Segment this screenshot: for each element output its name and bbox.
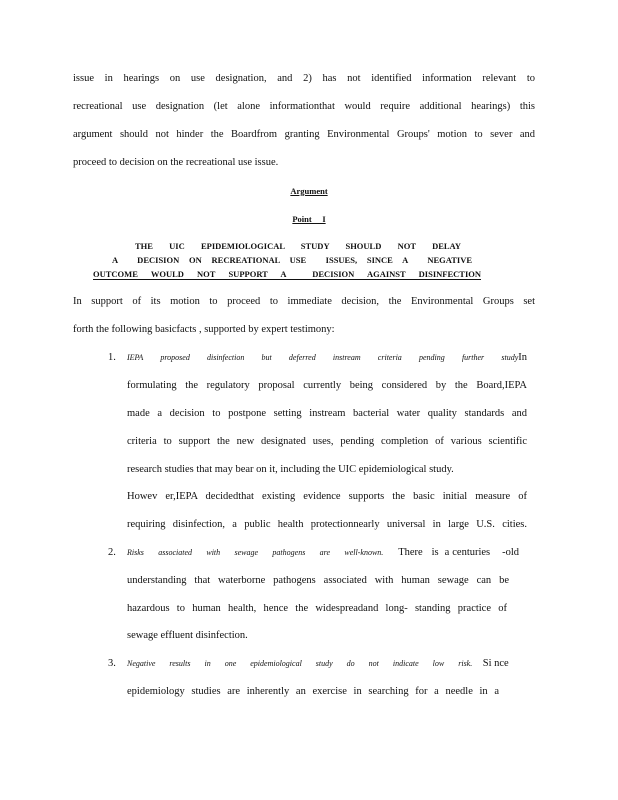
list-item-text: There is a centuries -old bbox=[398, 547, 519, 558]
list-item-line: made a decision to postpone setting instream bacterial water quality standards and bbox=[127, 408, 527, 419]
list-item-line: understanding that waterborne pathogens associated with human sewage can be bbox=[127, 575, 509, 586]
list-item-heading: Negative results in one epidemiological study do not indicate low risk. bbox=[127, 659, 473, 668]
point-title-line: A DECISION ON RECREATIONAL USE ISSUES, SINCE A NEGATIVE bbox=[112, 255, 473, 265]
list-item-number: 2. bbox=[108, 547, 116, 558]
point-title-line: THE UIC EPIDEMIOLOGICAL STUDY SHOULD NOT DELAY bbox=[135, 241, 462, 251]
list-item-line: hazardous to human health, hence the widespreadand long- standing practice of bbox=[127, 603, 507, 614]
body-text-line: argument should not hinder the Boardfrom granting Environmental Groups' motion to sever and bbox=[73, 129, 535, 140]
list-item-line: epidemiology studies are inherently an exercise in searching for a needle in a bbox=[127, 686, 499, 697]
list-item-line: sewage effluent disinfection. bbox=[127, 630, 248, 641]
list-item-first-line bbox=[127, 546, 519, 560]
list-item-heading: IEPA proposed disinfection but deferred instream criteria pending further study bbox=[127, 353, 519, 362]
list-item-line: research studies that may bear on it, including the UIC epidemiological study. bbox=[127, 464, 454, 475]
list-item-text: Si nce bbox=[482, 658, 509, 669]
body-text-line: forth the following basicfacts , supported by expert testimony: bbox=[73, 324, 335, 335]
list-item-line: requiring disinfection, a public health protectionnearly universal in large U.S. cities. bbox=[127, 519, 527, 530]
body-text-line: proceed to decision on the recreational use issue. bbox=[73, 157, 279, 168]
point-heading: Point I bbox=[292, 214, 326, 224]
list-item-line: criteria to support the new designated uses, pending completion of various scientific bbox=[127, 436, 527, 447]
body-text-line: recreational use designation (let alone informationthat would require additional hearings) this bbox=[73, 101, 535, 112]
list-item-line: Howev er,IEPA decidedthat existing evidence supports the basic initial measure of bbox=[127, 491, 527, 502]
body-text-line: issue in hearings on use designation, and 2) has not identified information relevant to bbox=[73, 73, 535, 84]
argument-heading: Argument bbox=[290, 186, 328, 196]
list-item-heading: Risks associated with sewage pathogens are well-known. bbox=[127, 548, 384, 557]
point-title-line: OUTCOME WOULD NOT SUPPORT A DECISION AGAINST DISINFECTION bbox=[93, 269, 482, 279]
list-item-first-line bbox=[127, 351, 527, 365]
list-item-text: In bbox=[518, 352, 527, 363]
list-item-number: 3. bbox=[108, 658, 116, 669]
list-item-line: formulating the regulatory proposal currently being considered by the Board,IEPA bbox=[127, 380, 527, 391]
list-item-first-line bbox=[127, 657, 509, 671]
list-item-number: 1. bbox=[108, 352, 116, 363]
body-text-line: In support of its motion to proceed to immediate decision, the Environmental Groups set bbox=[73, 296, 535, 307]
